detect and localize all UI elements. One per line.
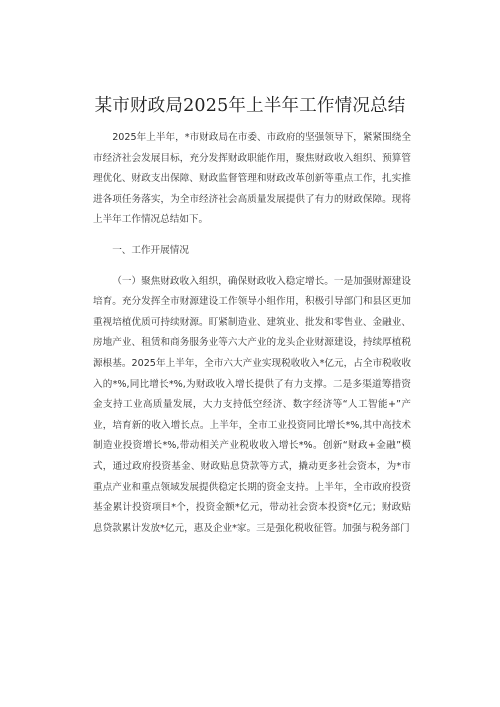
document-body [93,128,411,539]
section-paragraph: （一）聚焦财政收入组织，确保财政收入稳定增长。一是加强财源建设培育。充分发挥全市财源建设工作领导小组作用，积极引导部门和县区更加重视培植优质可持续财源。盯紧制造业、建筑业、批发和零售业、金融业、房地产业、租赁和商务服务业等六大产业的龙头企业财源建设，持续厚植税源根基。2025年上半年，全市六大产业实现税收收入*亿元，占全市税收收入的*%,同比增长*%,为财政收入增长提供了有力支撑。二是多渠道筹措资金支持工业高质量发展，大力支持低空经济、数字经济等“人工智能+”产业，培育新的收入增长点。上半年，全市工业投资同比增长*%,其中高技术制造业投资增长*%,带动相关产业税收收入增长*%。创新“财政+金融”模式，通过政府投资基金、财政贴息贷款等方式，撬动更多社会资本，为*市重点产业和重点领域发展提供稳定长期的资金支持。上半年，全市政府投资基金累计投资项目*个，投资金额*亿元，带动社会资本投资*亿元；财政贴息贷款累计发放*亿元，惠及企业*家。三是强化税收征管。加强与税务部门 [93,275,411,534]
section-heading: 一、工作开展情况 [112,244,189,256]
document-title: 某市财政局2025年上半年工作情况总结 [94,96,406,116]
intro-paragraph: 2025年上半年，*市财政局在市委、市政府的坚强领导下，紧紧围绕全市经济社会发展目标，充分发挥财政职能作用，聚焦财政收入组织、预算管理优化、财政支出保障、财政监督管理和财政改革创新等重点工作，扎实推进各项任务落实，为全市经济社会高质量发展提供了有力的财政保障。现将上半年工作情况总结如下。 [93,132,411,226]
